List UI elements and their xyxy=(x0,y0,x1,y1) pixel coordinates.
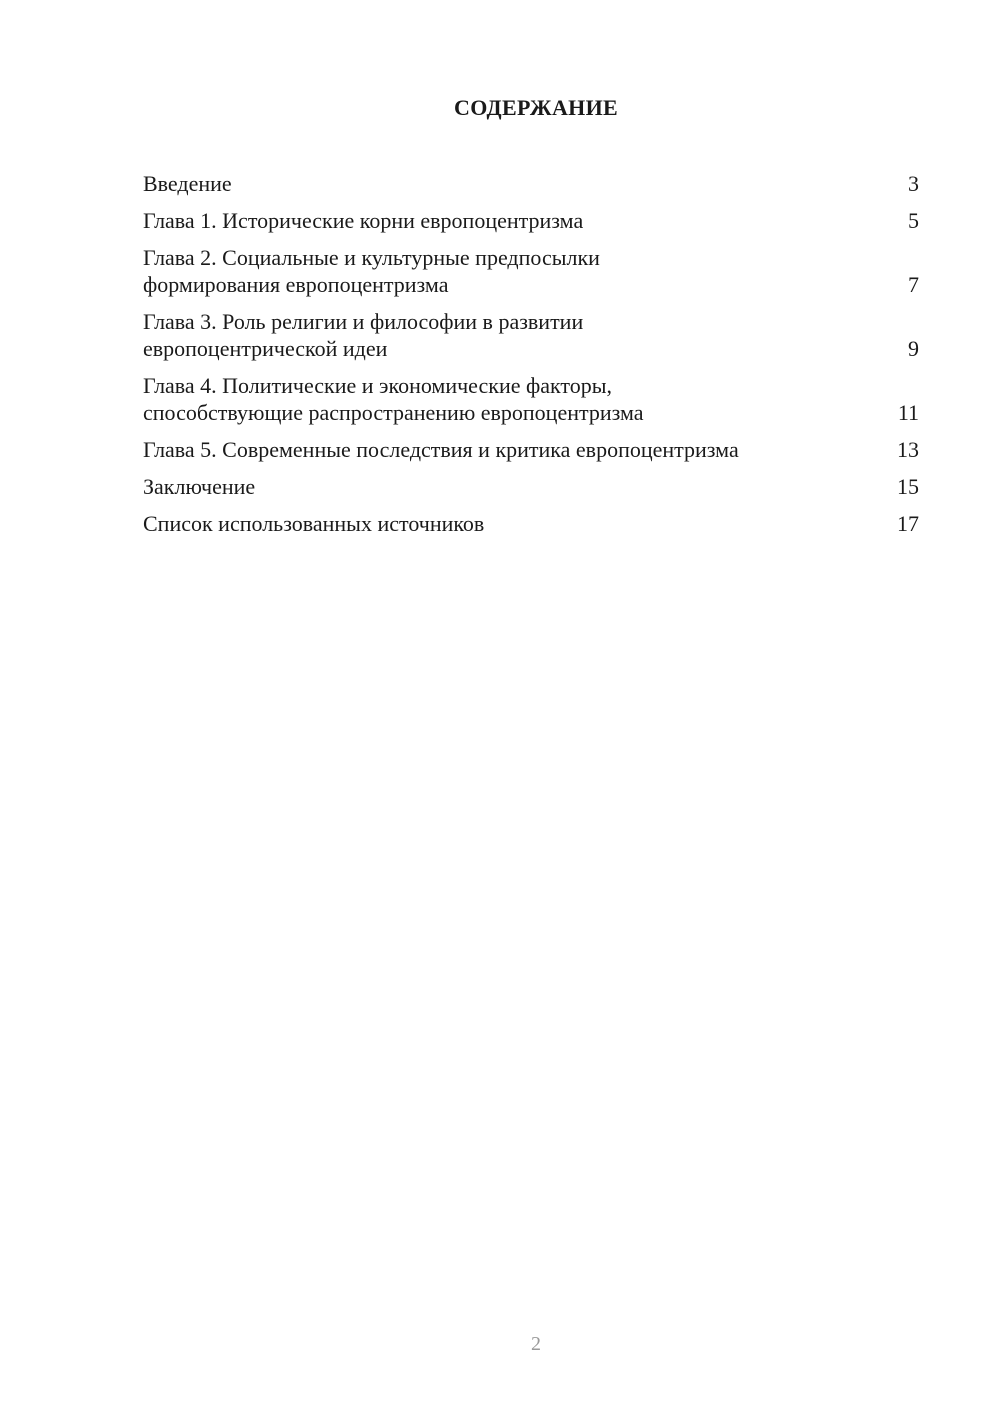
toc-entry-line: Глава 4. Политические и экономические факторы, xyxy=(143,373,613,398)
toc-entry-chapter-2[interactable] xyxy=(143,244,919,298)
toc-entry-page: 13 xyxy=(897,437,919,462)
toc-entry-line: Заключение xyxy=(143,474,256,499)
toc-entry-line: Глава 2. Социальные и культурные предпосылки xyxy=(143,245,600,270)
table-of-contents xyxy=(143,170,919,547)
toc-entry-text xyxy=(143,170,889,197)
toc-entry-chapter-4[interactable] xyxy=(143,372,919,426)
toc-entry-text xyxy=(143,308,889,362)
toc-entry-introduction[interactable] xyxy=(143,170,919,197)
toc-entry-page: 15 xyxy=(897,474,919,499)
toc-entry-page: 11 xyxy=(897,400,919,425)
toc-entry-line: Глава 1. Исторические корни европоцентризма xyxy=(143,208,584,233)
page-number: 2 xyxy=(531,1333,541,1355)
toc-entry-line: европоцентрической идеи xyxy=(143,336,388,361)
toc-entry-conclusion[interactable] xyxy=(143,473,919,500)
toc-entry-line: способствующие распространению европоцентризма xyxy=(143,400,644,425)
toc-entry-text xyxy=(143,207,889,234)
toc-entry-line: Введение xyxy=(143,171,232,196)
toc-entry-page: 17 xyxy=(897,511,919,536)
toc-entry-page: 7 xyxy=(908,272,919,297)
toc-entry-chapter-5[interactable] xyxy=(143,436,919,463)
toc-entry-references[interactable] xyxy=(143,510,919,537)
toc-entry-text xyxy=(143,510,889,537)
toc-entry-text xyxy=(143,473,889,500)
toc-entry-line: Глава 3. Роль религии и философии в развитии xyxy=(143,309,584,334)
toc-entry-chapter-3[interactable] xyxy=(143,308,919,362)
toc-entry-line: формирования европоцентризма xyxy=(143,272,449,297)
toc-entry-page: 5 xyxy=(908,208,919,233)
toc-entry-line: Глава 5. Современные последствия и критика европоцентризма xyxy=(143,437,739,462)
toc-entry-page: 9 xyxy=(908,336,919,361)
toc-entry-line: Список использованных источников xyxy=(143,511,485,536)
toc-entry-text xyxy=(143,372,889,426)
toc-entry-text xyxy=(143,436,889,463)
toc-entry-page: 3 xyxy=(908,171,919,196)
toc-entry-chapter-1[interactable] xyxy=(143,207,919,234)
toc-entry-text xyxy=(143,244,889,298)
page-title: СОДЕРЖАНИЕ xyxy=(454,95,618,120)
